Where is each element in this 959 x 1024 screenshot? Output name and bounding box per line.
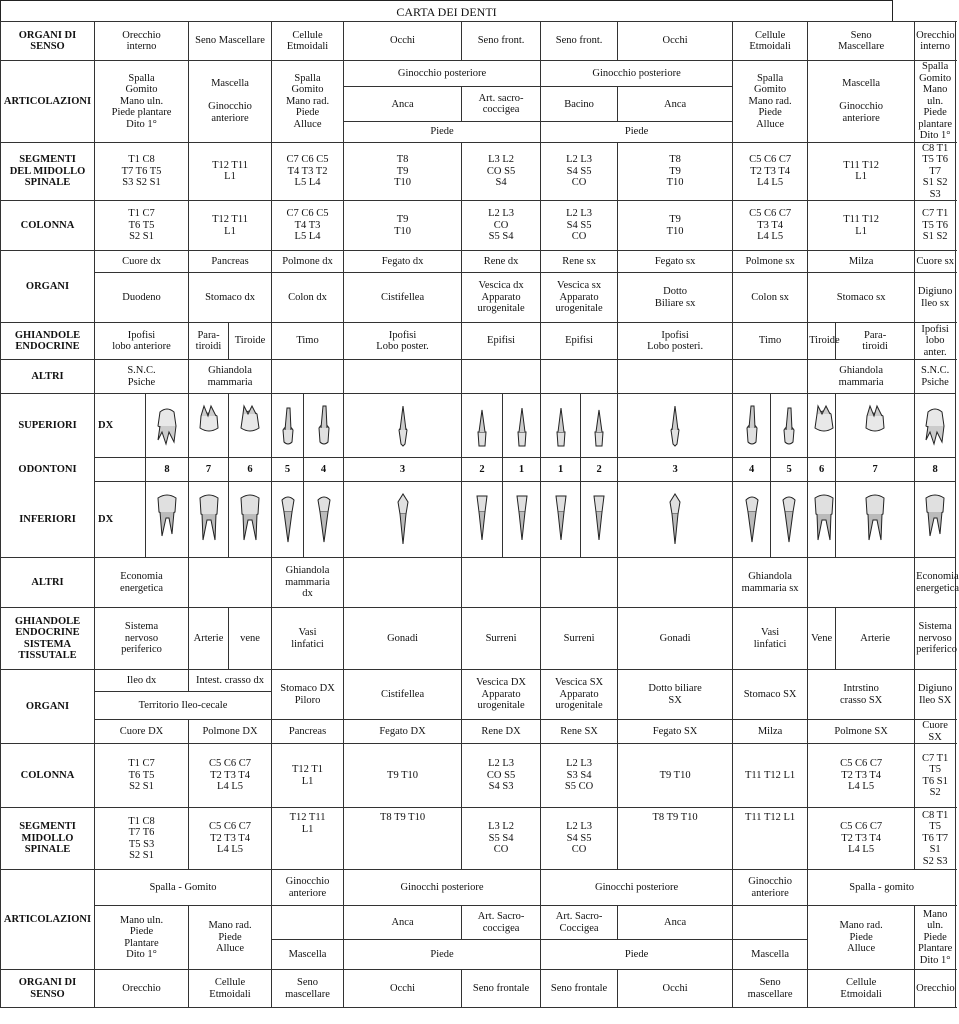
cell: Piede <box>344 940 541 970</box>
upper-premolar-icon <box>733 394 771 458</box>
label-articolazioni: ARTICOLAZIONI <box>1 61 95 143</box>
cell: Rene SX <box>541 720 618 744</box>
lower-molar-icon <box>836 482 915 558</box>
cell <box>733 360 808 394</box>
cell: L2 L3 S3 S4 S5 CO <box>541 744 618 808</box>
row-ghiandole-top <box>1 323 956 360</box>
lower-canine-icon <box>344 482 462 558</box>
cell: Seno mascellare <box>733 970 808 1008</box>
cell: Ginocchio posteriore <box>541 61 733 87</box>
cell: Pancreas <box>272 720 344 744</box>
cell: Fegato DX <box>344 720 462 744</box>
lower-molar-icon <box>146 482 189 558</box>
upper-molar-icon <box>915 394 956 458</box>
tooth-number: 6 <box>808 458 836 482</box>
lower-incisor-icon <box>462 482 503 558</box>
cell: C5 C6 C7 T2 T3 T4 L4 L5 <box>808 744 915 808</box>
cell: Sistema nervoso periferico <box>915 608 956 670</box>
cell: Polmone DX <box>189 720 272 744</box>
cell: T8 T9 T10 <box>344 142 462 201</box>
row-teeth-upper <box>1 394 956 458</box>
cell: Ghiandola mammaria <box>189 360 272 394</box>
cell <box>272 906 344 940</box>
row-organi-bottom-c <box>1 720 956 744</box>
cell: T11 T12 L1 <box>808 201 915 251</box>
cell: Ileo dx <box>95 670 189 692</box>
upper-molar-icon <box>146 394 189 458</box>
cell: C5 C6 C7 T3 T4 L4 L5 <box>733 201 808 251</box>
cell: L2 L3 S4 S5 CO <box>541 142 618 201</box>
cell: T11 T12 L1 <box>733 744 808 808</box>
upper-incisor-icon <box>462 394 503 458</box>
label-ghiandole-tissutale: GHIANDOLE ENDOCRINE SISTEMA TISSUTALE <box>1 608 95 670</box>
tooth-number: 2 <box>462 458 503 482</box>
cell: Orecchio interno <box>915 22 956 61</box>
cell: Bacino <box>541 87 618 122</box>
cell: L2 L3 S4 S5 CO <box>541 201 618 251</box>
cell <box>541 360 618 394</box>
cell: Cistifellea <box>344 273 462 323</box>
cell: Piede <box>344 122 541 142</box>
row-organi-senso-bottom <box>1 970 956 1008</box>
lower-molar-icon <box>229 482 272 558</box>
cell: Ginocchio posteriore <box>344 61 541 87</box>
tooth-number: 4 <box>733 458 771 482</box>
cell: T9 T10 <box>618 201 733 251</box>
cell: Spalla Gomito Mano rad. Piede Alluce <box>733 61 808 143</box>
cell: Tiroide <box>229 323 272 360</box>
cell: L2 L3 S4 S5 CO <box>541 808 618 870</box>
tooth-number: 4 <box>304 458 344 482</box>
cell: Mano uln. Piede Plantare Dito 1° <box>915 906 956 970</box>
cell: C5 C6 C7 T2 T3 T4 L4 L5 <box>189 744 272 808</box>
cell: Intrstino crasso SX <box>808 670 915 720</box>
cell <box>344 558 462 608</box>
cell: Vene <box>808 608 836 670</box>
cell: L3 L2 CO S5 S4 <box>462 142 541 201</box>
cell: Sistema nervoso periferico <box>95 608 189 670</box>
cell: Cuore SX <box>915 720 956 744</box>
tooth-number: 1 <box>541 458 581 482</box>
cell: S.N.C. Psiche <box>95 360 189 394</box>
row-colonna-top <box>1 201 956 251</box>
cell: Mascella Ginocchio anteriore <box>808 61 915 143</box>
cell: Cuore sx <box>915 251 956 273</box>
tooth-number: 5 <box>272 458 304 482</box>
cell: Orecchio <box>915 970 956 1008</box>
cell: T12 T11 L1 <box>189 142 272 201</box>
cell <box>541 558 618 608</box>
cell <box>344 360 462 394</box>
lower-canine-icon <box>618 482 733 558</box>
upper-premolar-icon <box>771 394 808 458</box>
cell: Piede <box>541 940 733 970</box>
cell: Surreni <box>541 608 618 670</box>
cell: Dotto biliare SX <box>618 670 733 720</box>
cell: Vescica SX Apparato urogenitale <box>541 670 618 720</box>
tooth-number: 7 <box>189 458 229 482</box>
upper-incisor-icon <box>581 394 618 458</box>
label-segmenti: SEGMENTI MIDOLLO SPINALE <box>1 808 95 870</box>
cell: C7 C6 C5 T4 T3 L5 L4 <box>272 201 344 251</box>
dx-label: DX <box>95 482 146 558</box>
cell: Cuore DX <box>95 720 189 744</box>
lower-premolar-icon <box>771 482 808 558</box>
cell: Cellule Etmoidali <box>733 22 808 61</box>
cell: Occhi <box>344 22 462 61</box>
cell: C8 T1 T5 T6 T7 S1 S2 S3 <box>915 808 956 870</box>
cell: Spalla Gomito Mano uln. Piede plantare Dito 1° <box>95 61 189 143</box>
label-colonna: COLONNA <box>1 201 95 251</box>
cell: Mano uln. Piede Plantare Dito 1° <box>95 906 189 970</box>
label-organi: ORGANI <box>1 251 95 323</box>
cell: Rene dx <box>462 251 541 273</box>
cell: Seno front. <box>541 22 618 61</box>
cell: Mano rad. Piede Alluce <box>808 906 915 970</box>
row-colonna-bottom <box>1 744 956 808</box>
cell: Piede <box>541 122 733 142</box>
cell: T1 C7 T6 T5 S2 S1 <box>95 744 189 808</box>
upper-premolar-icon <box>272 394 304 458</box>
cell: T11 T12 L1 <box>733 808 808 870</box>
upper-premolar-icon <box>304 394 344 458</box>
cell <box>189 558 272 608</box>
cell: Art. Sacro- Coccigea <box>541 906 618 940</box>
cell: Spalla Gomito Mano rad. Piede Alluce <box>272 61 344 143</box>
cell: Intest. crasso dx <box>189 670 272 692</box>
cell: Stomaco SX <box>733 670 808 720</box>
cell <box>272 360 344 394</box>
tooth-number: 6 <box>229 458 272 482</box>
cell: T8 T9 T10 <box>344 808 462 870</box>
cell: Anca <box>344 87 462 122</box>
cell: C5 C6 C7 T2 T3 T4 L4 L5 <box>733 142 808 201</box>
lower-molar-icon <box>808 482 836 558</box>
chart-title: CARTA DEI DENTI <box>0 0 893 22</box>
cell: Arterie <box>836 608 915 670</box>
cell: Mascella <box>272 940 344 970</box>
cell: Digiuno Ileo SX <box>915 670 956 720</box>
cell: Mascella Ginocchio anteriore <box>189 61 272 143</box>
cell: Gonadi <box>344 608 462 670</box>
cell: Milza <box>733 720 808 744</box>
cell: Polmone dx <box>272 251 344 273</box>
row-articolazioni-bottom-b <box>1 906 956 940</box>
cell: Para- tiroidi <box>189 323 229 360</box>
cell: Colon dx <box>272 273 344 323</box>
lower-incisor-icon <box>581 482 618 558</box>
cell: Seno frontale <box>541 970 618 1008</box>
cell: T9 T10 <box>344 201 462 251</box>
tooth-number: 5 <box>771 458 808 482</box>
cell: Art. sacro- coccigea <box>462 87 541 122</box>
cell: T12 T11 L1 <box>272 808 344 870</box>
cell: Digiuno Ileo sx <box>915 273 956 323</box>
cell: C7 C6 C5 T4 T3 T2 L5 L4 <box>272 142 344 201</box>
cell <box>462 360 541 394</box>
cell: Cuore dx <box>95 251 189 273</box>
cell: Tiroide <box>808 323 836 360</box>
cell: Ghiandola mammaria dx <box>272 558 344 608</box>
cell: Pancreas <box>189 251 272 273</box>
lower-incisor-icon <box>541 482 581 558</box>
cell: T11 T12 L1 <box>808 142 915 201</box>
cell: Milza <box>808 251 915 273</box>
cell: T8 T9 T10 <box>618 142 733 201</box>
row-altri-top <box>1 360 956 394</box>
cell <box>95 458 146 482</box>
cell: Ghiandola mammaria <box>808 360 915 394</box>
lower-molar-icon <box>189 482 229 558</box>
label-superiori: SUPERIORI <box>1 394 95 458</box>
cell: Para- tiroidi <box>836 323 915 360</box>
cell: Ginocchio anteriore <box>733 870 808 906</box>
cell: Economia energetica <box>95 558 189 608</box>
upper-molar-icon <box>229 394 272 458</box>
cell <box>808 558 915 608</box>
cell: Rene DX <box>462 720 541 744</box>
label-organi-senso: ORGANI DI SENSO <box>1 22 95 61</box>
cell: Orecchio interno <box>95 22 189 61</box>
tooth-number: 2 <box>581 458 618 482</box>
label-segmenti: SEGMENTI DEL MIDOLLO SPINALE <box>1 142 95 201</box>
cell: Dotto Biliare sx <box>618 273 733 323</box>
cell: Seno front. <box>462 22 541 61</box>
label-altri: ALTRI <box>1 360 95 394</box>
cell: Colon sx <box>733 273 808 323</box>
cell: Seno Mascellare <box>808 22 915 61</box>
row-organi-senso-top <box>1 22 956 61</box>
row-teeth-numbers <box>1 458 956 482</box>
cell: C7 T1 T5 T6 S1 S2 <box>915 201 956 251</box>
cell: Stomaco sx <box>808 273 915 323</box>
cell: Timo <box>733 323 808 360</box>
cell: Fegato sx <box>618 251 733 273</box>
row-articolazioni-bottom-a <box>1 870 956 906</box>
cell: Arterie <box>189 608 229 670</box>
row-ghiandole-bottom <box>1 608 956 670</box>
cell: Mano rad. Piede Alluce <box>189 906 272 970</box>
upper-canine-icon <box>344 394 462 458</box>
cell: Epifisi <box>462 323 541 360</box>
cell: T9 T10 <box>618 744 733 808</box>
cell: Occhi <box>618 970 733 1008</box>
upper-incisor-icon <box>541 394 581 458</box>
cell: Fegato dx <box>344 251 462 273</box>
cell: Cellule Etmoidali <box>272 22 344 61</box>
cell: Timo <box>272 323 344 360</box>
tooth-number: 8 <box>915 458 956 482</box>
cell: Vescica dx Apparato urogenitale <box>462 273 541 323</box>
cell: L2 L3 CO S5 S4 S3 <box>462 744 541 808</box>
cell: Art. Sacro- coccigea <box>462 906 541 940</box>
tooth-number: 3 <box>344 458 462 482</box>
cell: Anca <box>618 87 733 122</box>
label-organi-senso: ORGANI DI SENSO <box>1 970 95 1008</box>
tooth-number: 3 <box>618 458 733 482</box>
upper-molar-icon <box>808 394 836 458</box>
cell: C8 T1 T5 T6 T7 S1 S2 S3 <box>915 142 956 201</box>
cell <box>462 558 541 608</box>
cell: T12 T1 L1 <box>272 744 344 808</box>
lower-molar-icon <box>915 482 956 558</box>
cell: Vescica sx Apparato urogenitale <box>541 273 618 323</box>
cell: Ginocchi posteriore <box>541 870 733 906</box>
cell: Duodeno <box>95 273 189 323</box>
row-organi-top-b <box>1 273 956 323</box>
cell: C5 C6 C7 T2 T3 T4 L4 L5 <box>189 808 272 870</box>
tooth-number: 1 <box>503 458 541 482</box>
cell: Cistifellea <box>344 670 462 720</box>
cell: Ginocchi posteriore <box>344 870 541 906</box>
cell: Vasi linfatici <box>733 608 808 670</box>
cell: Seno Mascellare <box>189 22 272 61</box>
upper-molar-icon <box>836 394 915 458</box>
row-altri-bottom <box>1 558 956 608</box>
cell: Stomaco dx <box>189 273 272 323</box>
row-teeth-lower <box>1 482 956 558</box>
row-segmenti-bottom <box>1 808 956 870</box>
cell: T1 C8 T7 T6 T5 S3 S2 S1 <box>95 808 189 870</box>
cell: Rene sx <box>541 251 618 273</box>
cell: Ipofisi lobo anteriore <box>95 323 189 360</box>
dx-label: DX <box>95 394 146 458</box>
label-articolazioni: ARTICOLAZIONI <box>1 870 95 970</box>
cell: L3 L2 S5 S4 CO <box>462 808 541 870</box>
cell: Anca <box>618 906 733 940</box>
cell: T12 T11 L1 <box>189 201 272 251</box>
cell: Vescica DX Apparato urogenitale <box>462 670 541 720</box>
tooth-number: 8 <box>146 458 189 482</box>
upper-incisor-icon <box>503 394 541 458</box>
cell: C7 T1 T5 T6 S1 S2 <box>915 744 956 808</box>
tooth-table <box>0 21 959 1008</box>
cell: Occhi <box>344 970 462 1008</box>
label-altri: ALTRI <box>1 558 95 608</box>
label-odontoni: ODONTONI <box>1 458 95 482</box>
cell: Stomaco DX Piloro <box>272 670 344 720</box>
cell: Occhi <box>618 22 733 61</box>
cell: Vasi linfatici <box>272 608 344 670</box>
cell: T1 C7 T6 T5 S2 S1 <box>95 201 189 251</box>
cell: Polmone SX <box>808 720 915 744</box>
label-colonna: COLONNA <box>1 744 95 808</box>
label-organi: ORGANI <box>1 670 95 744</box>
cell: Fegato SX <box>618 720 733 744</box>
tooth-number: 7 <box>836 458 915 482</box>
row-organi-bottom-a <box>1 670 956 692</box>
cell: Ginocchio anteriore <box>272 870 344 906</box>
cell: L2 L3 CO S5 S4 <box>462 201 541 251</box>
cell: Spalla - Gomito <box>95 870 272 906</box>
upper-molar-icon <box>189 394 229 458</box>
cell: Mascella <box>733 940 808 970</box>
lower-premolar-icon <box>733 482 771 558</box>
cell: Polmone sx <box>733 251 808 273</box>
cell: Spalla - gomito <box>808 870 956 906</box>
cell: Spalla Gomito Mano uln. Piede plantare Dito 1° <box>915 61 956 143</box>
cell: Gonadi <box>618 608 733 670</box>
cell: Seno frontale <box>462 970 541 1008</box>
cell: vene <box>229 608 272 670</box>
cell: Epifisi <box>541 323 618 360</box>
upper-canine-icon <box>618 394 733 458</box>
label-inferiori: INFERIORI <box>1 482 95 558</box>
cell: Ghiandola mammaria sx <box>733 558 808 608</box>
cell: Ipofisi Lobo posteri. <box>618 323 733 360</box>
cell: S.N.C. Psiche <box>915 360 956 394</box>
cell: Cellule Etmoidali <box>808 970 915 1008</box>
cell <box>618 558 733 608</box>
lower-premolar-icon <box>272 482 304 558</box>
cell: Surreni <box>462 608 541 670</box>
cell: Territorio Ileo-cecale <box>95 692 272 720</box>
lower-incisor-icon <box>503 482 541 558</box>
cell: Orecchio <box>95 970 189 1008</box>
row-organi-top-a <box>1 251 956 273</box>
cell: T1 C8 T7 T6 T5 S3 S2 S1 <box>95 142 189 201</box>
cell <box>733 906 808 940</box>
row-articolazioni-top <box>1 61 956 87</box>
label-ghiandole: GHIANDOLE ENDOCRINE <box>1 323 95 360</box>
cell: Anca <box>344 906 462 940</box>
lower-premolar-icon <box>304 482 344 558</box>
cell: Seno mascellare <box>272 970 344 1008</box>
cell: T8 T9 T10 <box>618 808 733 870</box>
cell: C5 C6 C7 T2 T3 T4 L4 L5 <box>808 808 915 870</box>
cell: T9 T10 <box>344 744 462 808</box>
row-segmenti-top <box>1 142 956 201</box>
cell: Ipofisi Lobo poster. <box>344 323 462 360</box>
cell: Cellule Etmoidali <box>189 970 272 1008</box>
cell <box>618 360 733 394</box>
cell: Economia energetica <box>915 558 956 608</box>
cell: Ipofisi lobo anter. <box>915 323 956 360</box>
